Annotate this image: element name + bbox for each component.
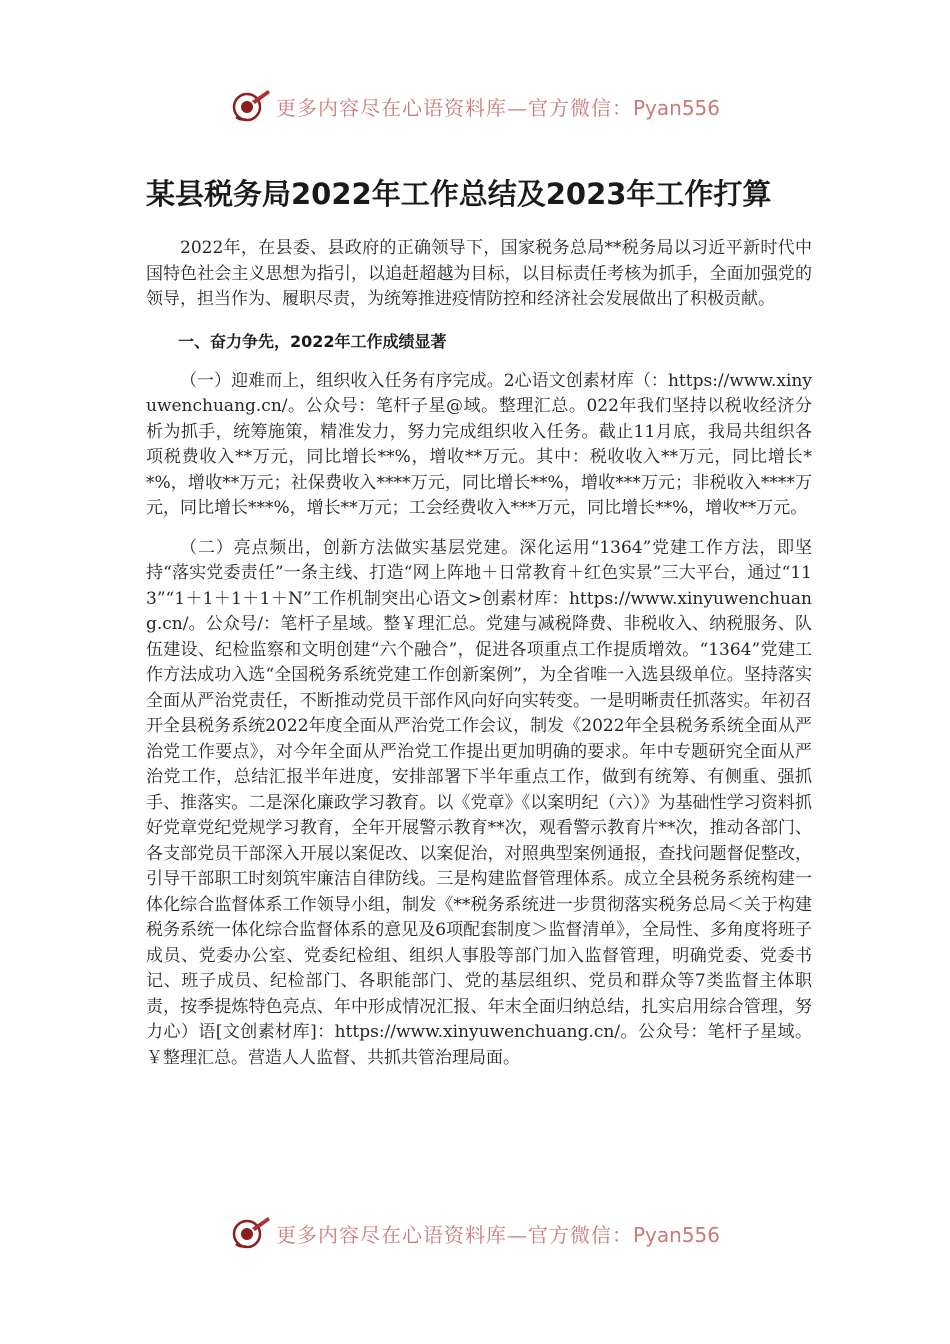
- document-body: [146, 236, 812, 1071]
- footer-banner: [0, 1211, 950, 1255]
- brush-logo-icon: [230, 1214, 272, 1252]
- wechat-id: Pyan556: [632, 95, 720, 120]
- paragraph-revenue: （一）迎难而上，组织收入任务有序完成。2心语文创素材库（：https://www.xinyuwenchuang.cn/。公众号：笔杆子星@域。整理汇总。022年我们坚持以税收经济分析为抓手，统筹施策，精准发力，努力完成组织收入任务。截止11月底，我局共组织各项税费收入**万元，同比增长**%，增收**万元。其中：税收收入**万元，同比增长**%，增收**万元；社保费收入****万元，同比增长**%，增收***万元；非税收入****万元，同比增长***%，增长**万元；工会经费收入***万元，同比增长**%，增收**万元。: [146, 370, 812, 518]
- page-title: 某县税务局2022年工作总结及2023年工作打算: [146, 177, 772, 211]
- brush-logo-icon: [230, 87, 272, 125]
- banner-text: 更多内容尽在心语资料库—官方微信：Pyan556: [275, 1222, 720, 1247]
- header-banner: [0, 84, 950, 128]
- wechat-id: Pyan556: [632, 1222, 720, 1247]
- section-heading: 一、奋力争先，2022年工作成绩显著: [178, 331, 447, 351]
- banner-text: 更多内容尽在心语资料库—官方微信：Pyan556: [275, 95, 720, 120]
- paragraph-party-building: （二）亮点频出，创新方法做实基层党建。深化运用“1364”党建工作方法，即坚持“落实党委责任”一条主线、打造“网上阵地＋日常教育＋红色实景”三大平台，通过“113”“1＋1＋1＋1＋N”工作机制突出心语文>创素材库：https://www.xinyuwenchuang.cn/。公众号/：笔杆子星域。整￥理汇总。党建与减税降费、非税收入、纳税服务、队伍建设、纪检监察和文明创建“六个融合”，促进各项重点工作提质增效。“1364”党建工作方法成功入选“全国税务系统党建工作创新案例”，为全省唯一入选县级单位。坚持落实全面从严治党责任，不断推动党员干部作风向好向实转变。一是明晰责任抓落实。年初召开全县税务系统2022年度全面从严治党工作会议，制发《2022年全县税务系统全面从严治党工作要点》，对今年全面从严治党工作提出更加明确的要求。年中专题研究全面从严治党工作，总结汇报半年进度，安排部署下半年重点工作，做到有统筹、有侧重、强抓手、推落实。二是深化廉政学习教育。以《党章》《以案明纪（六）》为基础性学习资料抓好党章党纪党规学习教育，全年开展警示教育**次，观看警示教育片**次，推动各部门、各支部党员干部深入开展以案促改、以案促治，对照典型案例通报，查找问题督促整改，引导干部职工时刻筑牢廉洁自律防线。三是构建监督管理体系。成立全县税务系统构建一体化综合监督体系工作领导小组，制发《**税务系统进一步贯彻落实税务总局＜关于构建税务系统一体化综合监督体系的意见及6项配套制度＞监督清单》，全局性、多角度将班子成员、党委办公室、党委纪检组、组织人事股等部门加入监督管理，明确党委、党委书记、班子成员、纪检部门、各职能部门、党的基层组织、党员和群众等7类监督主体职责，按季提炼特色亮点、年中形成情况汇报、年末全面归纳总结，扎实启用综合管理，努力心）语[文创素材库]：https://www.xinyuwenchuang.cn/。公众号：笔杆子星域。￥整理汇总。营造人人监督、共抓共管治理局面。: [146, 537, 812, 1068]
- intro-paragraph: 2022年，在县委、县政府的正确领导下，国家税务总局**税务局以习近平新时代中国特色社会主义思想为指引，以追赶超越为目标，以目标责任考核为抓手，全面加强党的领导，担当作为、履职尽责，为统筹推进疫情防控和经济社会发展做出了积极贡献。: [146, 238, 812, 309]
